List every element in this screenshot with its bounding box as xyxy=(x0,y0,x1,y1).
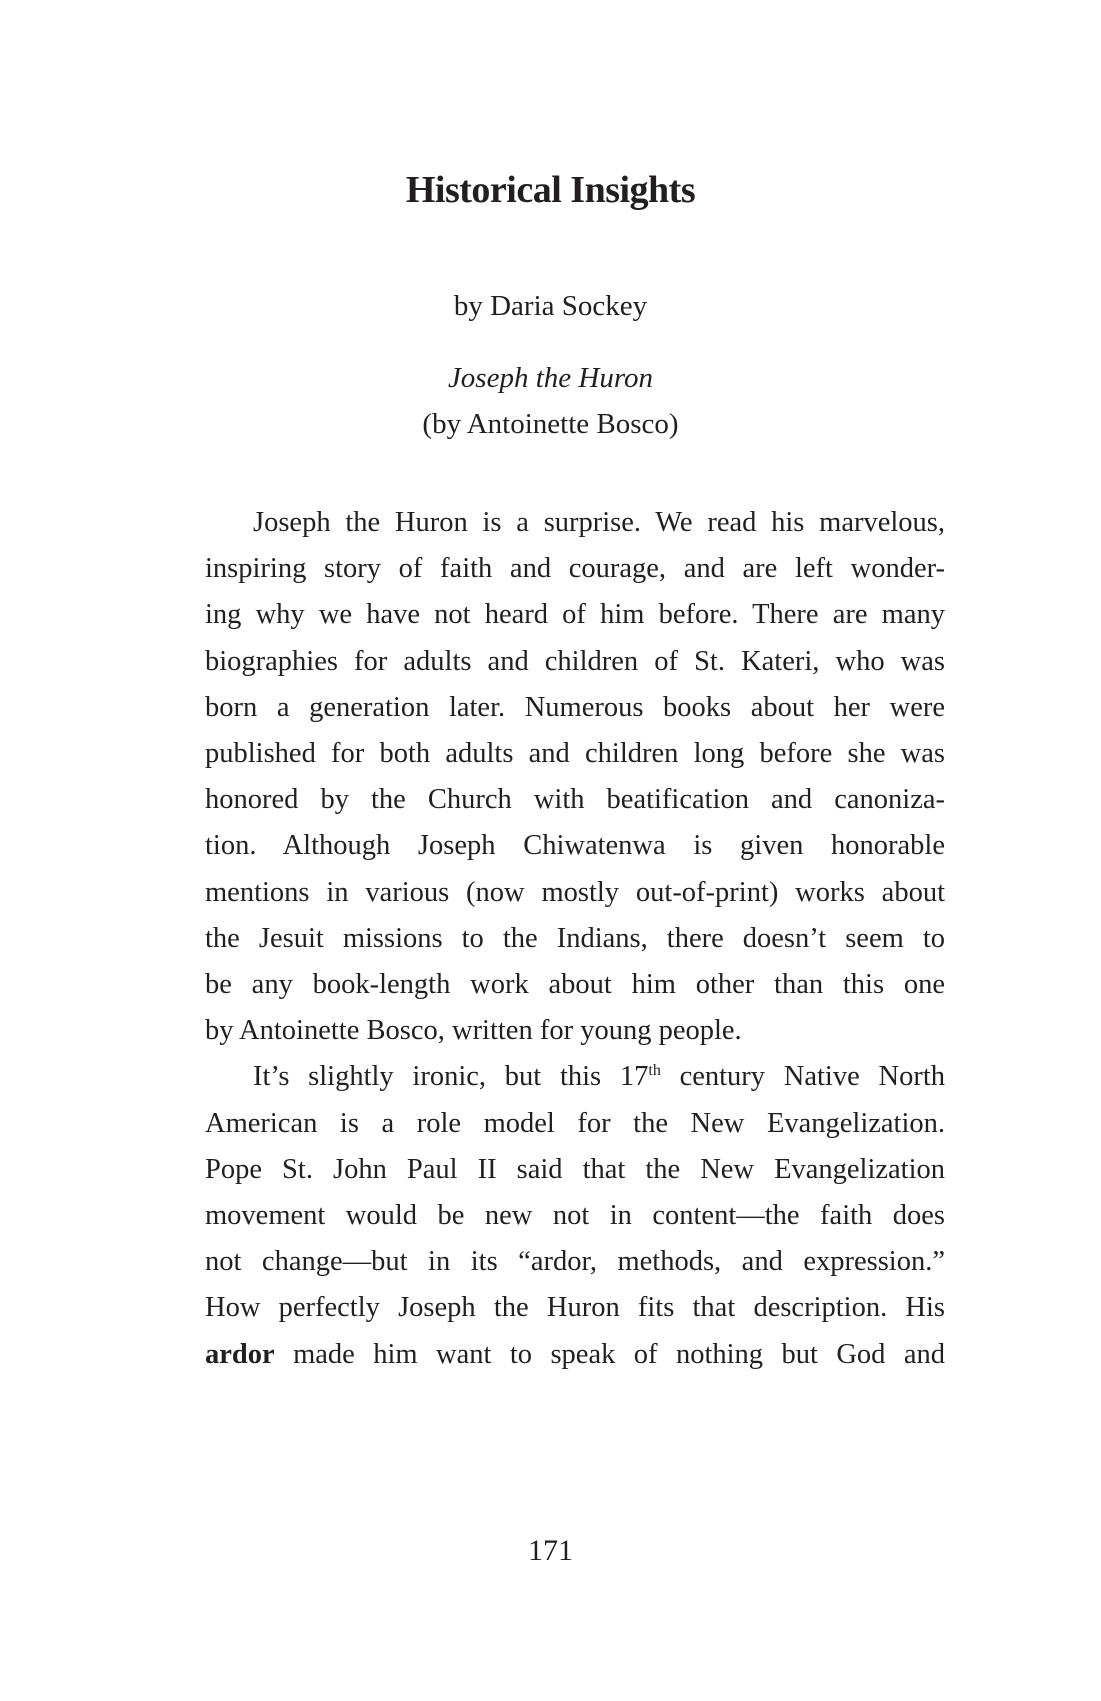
text-line xyxy=(205,1332,945,1378)
text-line: the Jesuit missions to the Indians, there doesn’t seem to xyxy=(205,922,945,954)
book-title: Joseph the Huron xyxy=(447,362,654,394)
article-body xyxy=(205,500,945,1378)
ordinal-superscript: th xyxy=(648,1062,661,1080)
text-fragment: century Native North xyxy=(660,1061,945,1093)
text-line: by Antoinette Bosco, written for young people. xyxy=(205,1015,742,1047)
text-line: honored by the Church with beatification and canoniza- xyxy=(205,784,945,816)
text-line: How perfectly Joseph the Huron fits that description. His xyxy=(205,1292,945,1324)
text-line: biographies for adults and children of St. Kateri, who was xyxy=(205,645,945,677)
page-title: Historical Insights xyxy=(405,169,696,211)
text-line: Joseph the Huron is a surprise. We read his marvelous, xyxy=(253,507,945,538)
text-line: published for both adults and children long before she was xyxy=(205,738,945,770)
paragraph-1 xyxy=(205,500,945,1054)
byline: by Daria Sockey xyxy=(453,290,648,322)
page-number: 171 xyxy=(528,1534,573,1567)
text-line: inspiring story of faith and courage, and are left wonder- xyxy=(205,553,945,585)
text-line: movement would be new not in content—the faith does xyxy=(205,1200,945,1232)
paragraph-2 xyxy=(205,1054,945,1377)
text-fragment: made him want to speak of nothing but God and xyxy=(274,1338,945,1370)
book-author: (by Antoinette Bosco) xyxy=(422,408,679,440)
text-line: be any book-length work about him other than this one xyxy=(205,969,945,1001)
text-line: mentions in various (now mostly out-of-print) works about xyxy=(205,876,945,908)
text-line: Pope St. John Paul II said that the New Evangelization xyxy=(205,1153,945,1185)
text-line: ing why we have not heard of him before. There are many xyxy=(205,599,945,631)
text-line: not change—but in its “ardor, methods, and expression.” xyxy=(205,1246,945,1278)
text-line: American is a role model for the New Evangelization. xyxy=(205,1107,945,1139)
text-fragment: It’s slightly ironic, but this 17 xyxy=(253,1061,649,1093)
text-line: tion. Although Joseph Chiwatenwa is given honorable xyxy=(205,830,945,862)
text-line: born a generation later. Numerous books about her were xyxy=(205,691,945,723)
text-line xyxy=(205,1054,945,1100)
emphasis-ardor: ardor xyxy=(205,1338,275,1370)
